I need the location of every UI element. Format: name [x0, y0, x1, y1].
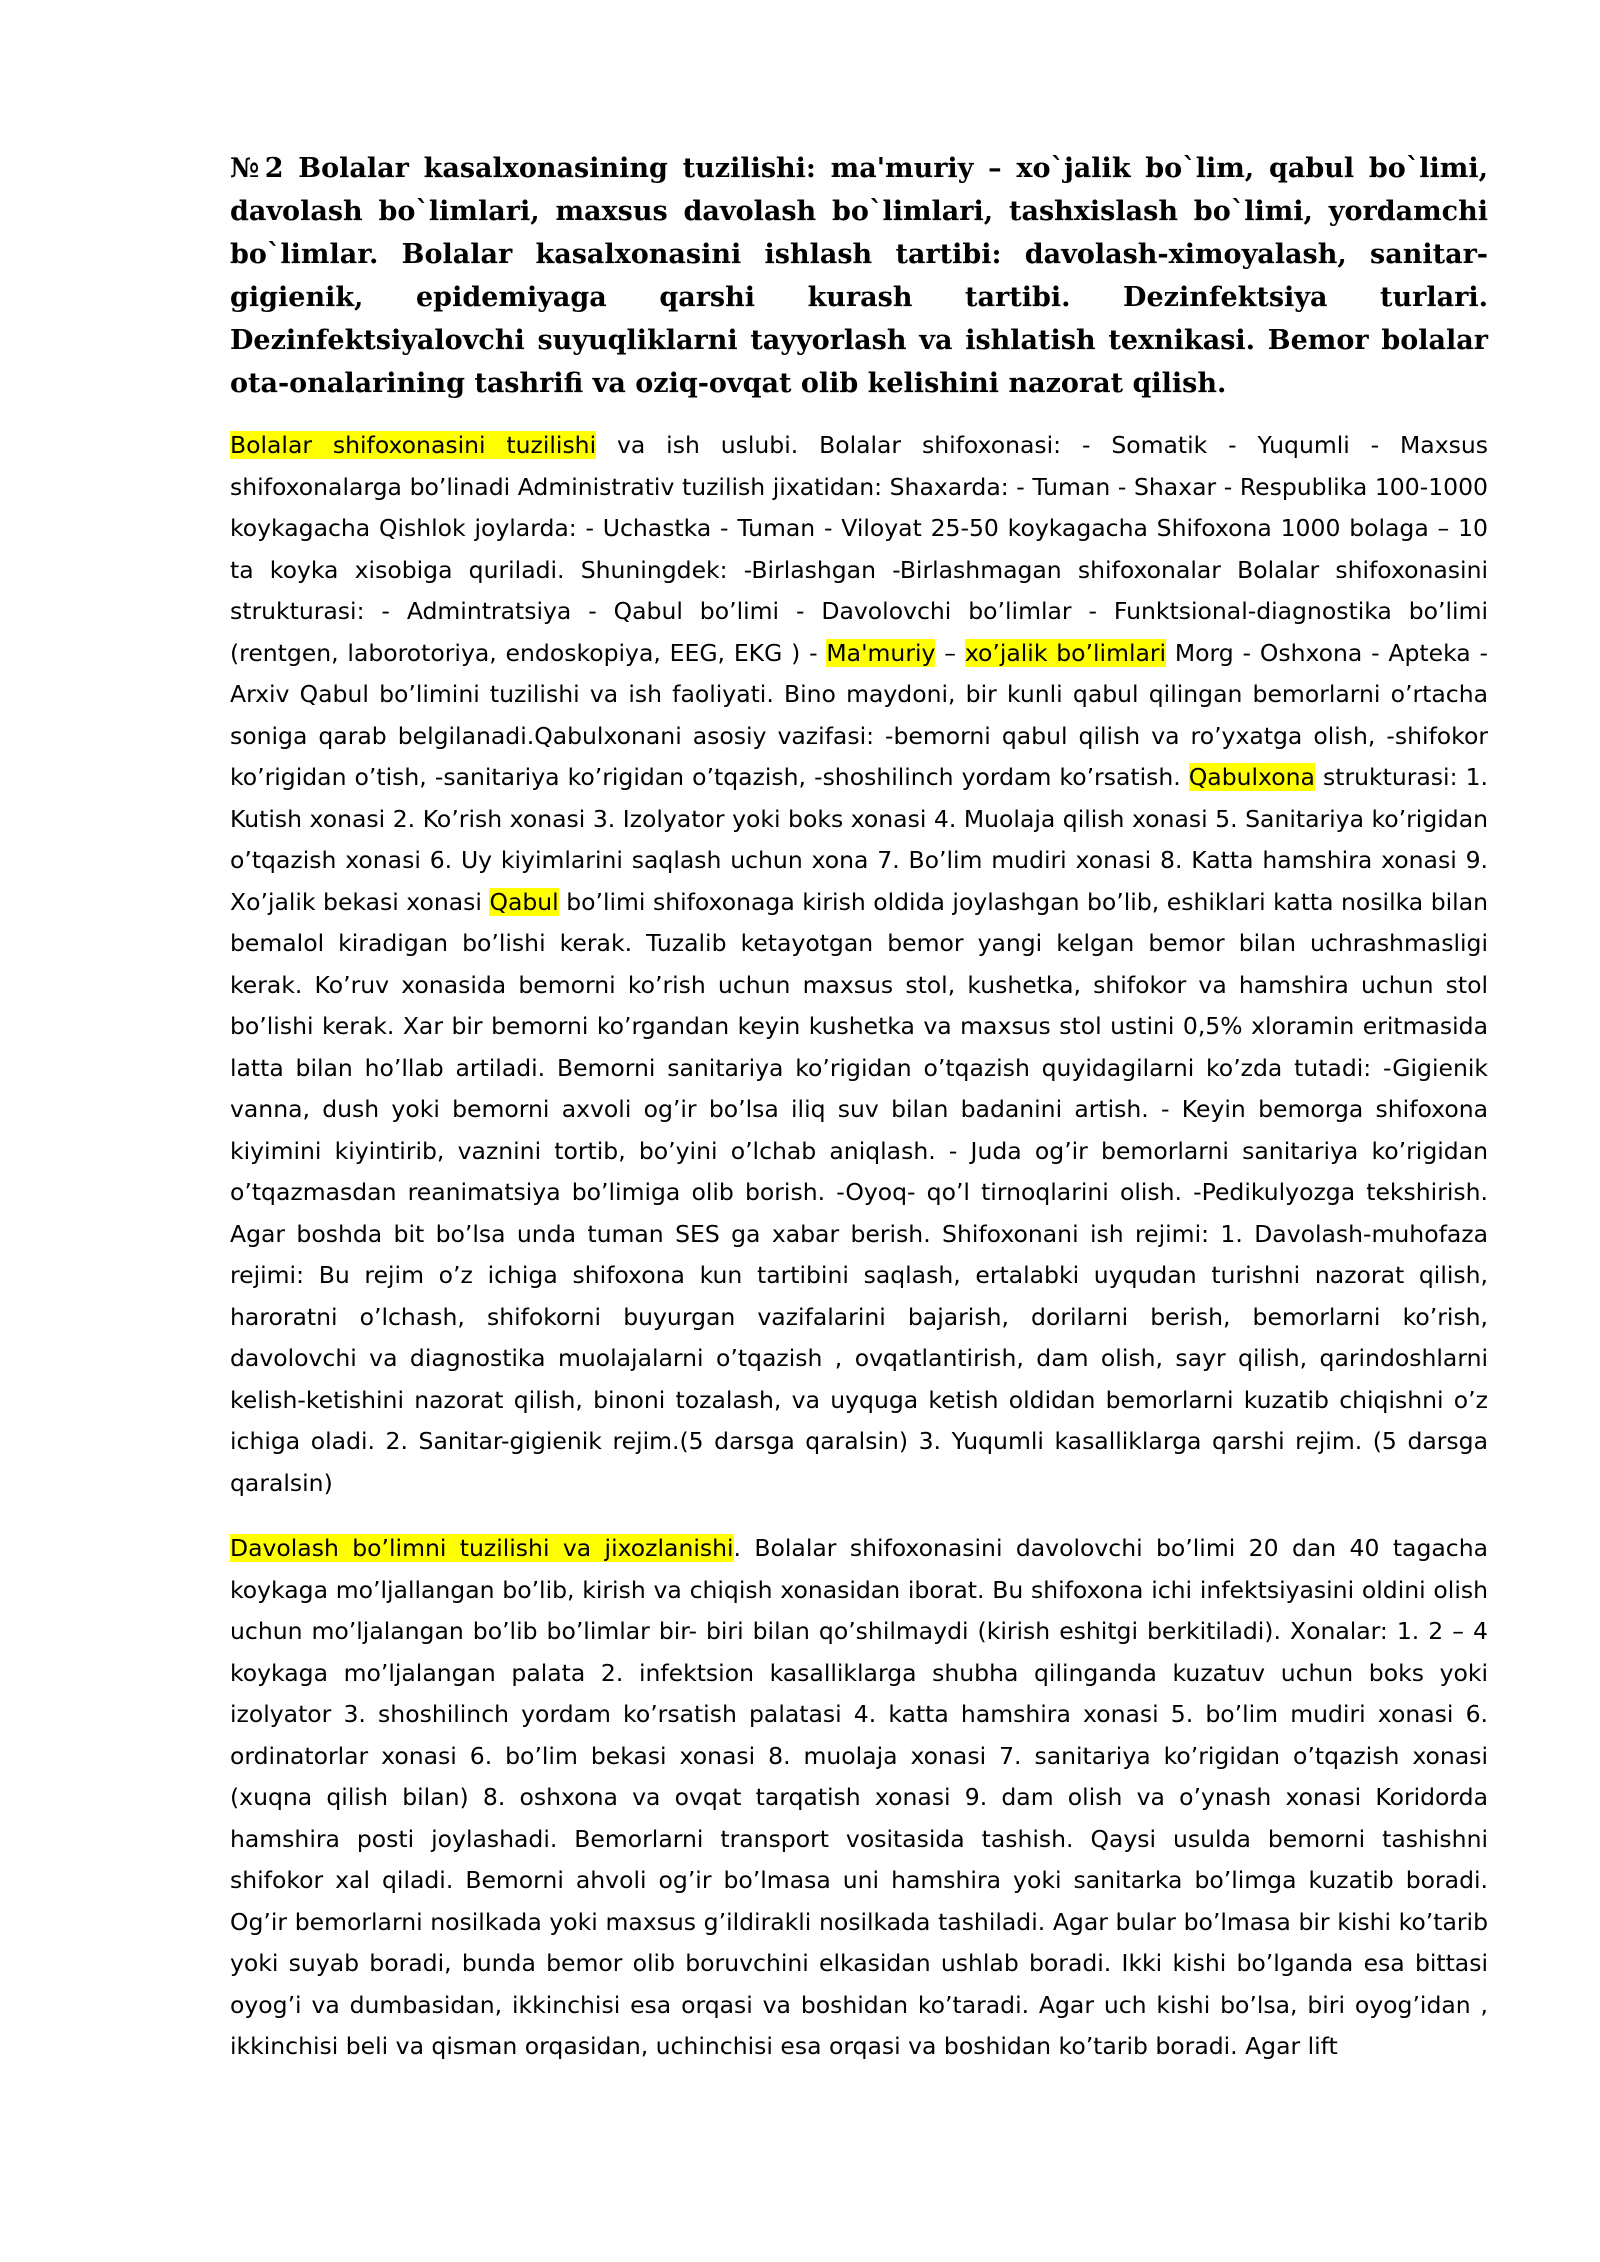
- paragraph-text: strukturasi: 1. Kutish xonasi 2. Ko’rish xonasi 3. Izolyator yoki boks xonasi 4. Muolaja qilish xonasi 5. Sanitariya ko’rigidan o’tqazish xonasi 6. Uy kiyimlarini saqlash uchun xona 7. Bo’lim mudiri xonasi 8. Katta hamshira xonasi 9. Xo’jalik bekasi xonasi: [230, 763, 1489, 916]
- paragraph-treatment-department: [230, 1528, 1488, 2068]
- highlighted-phrase: Davolash bo’limni tuzilishi va jixozlanishi: [230, 1534, 734, 1562]
- highlighted-phrase: Qabulxona: [1188, 763, 1315, 791]
- highlighted-phrase: xo’jalik bo’limlari: [964, 638, 1167, 667]
- paragraph-text: va ish uslubi. Bolalar shifoxonasi: - Somatik - Yuqumli - Maxsus shifoxonalarga bo’linadi Administrativ tuzilish jixatidan: Shaxarda: - Tuman - Shaxar - Respublika 100-1000 koykagacha Qishlok joylarda: - Uchastka - Tuman - Viloyat 25-50 koykagacha Shifoxona 1000 bolaga – 10 ta koyka xisobiga quriladi. Shuningdek: -Birlashgan -Birlashmagan shifoxonalar Bolalar shifoxonasini strukturasi: - Admintratsiya - Qabul bo’limi - Davolovchi bo’limlar - Funktsional-diagnostika bo’limi (rentgen, laborotoriya, endoskopiya, EEG, EKG ) -: [230, 431, 1488, 667]
- paragraph-text: bo’limi shifoxonaga kirish oldida joylashgan bo’lib, eshiklari katta nosilka bilan bemalol kiradigan bo’lishi kerak. Tuzalib ketayotgan bemor yangi kelgan bemor bilan uchrashmasligi kerak. Ko’ruv xonasida bemorni ko’rish uchun maxsus stol, kushetka, shifokor va hamshira uchun stol bo’lishi kerak. Xar bir bemorni ko’rgandan keyin kushetka va maxsus stol ustini 0,5% xloramin eritmasida latta bilan ho’llab artiladi. Bemorni sanitariya ko’rigidan o’tqazish quyidagilarni ko’zda tutadi: -Gigienik vanna, dush yoki bemorni axvoli og’ir bo’lsa iliq suv bilan badanini artish. - Keyin bemorga shifoxona kiyimini kiyintirib, vaznini tortib, bo’yini o’lchab aniqlash. - Juda og’ir bemorlarni sanitariya ko’rigidan o’tqazmasdan reanimatsiya bo’limiga olib borish. -Oyoq- qo’l tirnoqlarini olish. -Pedikulyozga tekshirish. Agar boshda bit bo’lsa unda tuman SES ga xabar berish. Shifoxonani ish rejimi: 1. Davolash-muhofaza rejimi: Bu rejim o’z ichiga shifoxona kun tartibini saqlash, ertalabki uyqudan turishni nazorat qilish, haroratni o’lchash, shifokorni buyurgan vazifalarini bajarish, dorilarni berish, bemorlarni ko’rish, davolovchi va diagnostika muolajalarni o’tqazish , ovqatlantirish, dam olish, sayr qilish, qarindoshlarni kelish-ketishini nazorat qilish, binoni tozalash, va uyquga ketish oldidan bemorlarni kuzatib chiqishni o’z ichiga oladi. 2. Sanitar-gigienik rejim.(5 darsga qaralsin) 3. Yuqumli kasalliklarga qarshi rejim. (5 darsga qaralsin): [230, 887, 1488, 1497]
- paragraph-hospital-structure: [230, 425, 1488, 1504]
- highlighted-phrase: Qabul: [489, 887, 559, 916]
- highlighted-phrase: Ma'muriy: [826, 638, 936, 667]
- document-title: №2 Bolalar kasalxonasining tuzilishi: ma'muriy – xo`jalik bo`lim, qabul bo`limi, davolash bo`limlari, maxsus davolash bo`limlari, tashxislash bo`limi, yordamchi bo`limlar. Bolalar kasalxonasini ishlash tartibi: davolash-ximoyalash, sanitar-gigienik, epidemiyaga qarshi kurash tartibi. Dezinfektsiya turlari. Dezinfektsiyalovchi suyuqliklarni tayyorlash va ishlatish texnikasi. Bemor bolalar ota-onalarining tashrifi va oziq-ovqat olib kelishini nazorat qilish.: [230, 153, 1488, 399]
- document-body: [230, 147, 1488, 2068]
- paragraph-text: –: [935, 638, 965, 667]
- highlighted-phrase: Bolalar shifoxonasini tuzilishi: [230, 431, 597, 459]
- paragraph-text: . Bolalar shifoxonasini davolovchi bo’limi 20 dan 40 tagacha koykaga mo’ljallangan bo’lib, kirish va chiqish xonasidan iborat. Bu shifoxona ichi infektsiyasini oldini olish uchun mo’ljalangan bo’lib bo’limlar bir- biri bilan qo’shilmaydi (kirish eshitgi berkitiladi). Xonalar: 1. 2 – 4 koykaga mo’ljalangan palata 2. infektsion kasalliklarga shubha qilinganda kuzatuv uchun boks yoki izolyator 3. shoshilinch yordam ko’rsatish palatasi 4. katta hamshira xonasi 5. bo’lim mudiri xonasi 6. ordinatorlar xonasi 6. bo’lim bekasi xonasi 8. muolaja xonasi 7. sanitariya ko’rigidan o’tqazish xonasi (xuqna qilish bilan) 8. oshxona va ovqat tarqatish xonasi 9. dam olish va o’ynash xonasi Koridorda hamshira posti joylashadi. Bemorlarni transport vositasida tashish. Qaysi usulda bemorni tashishni shifokor xal qiladi. Bemorni ahvoli og’ir bo’lmasa uni hamshira yoki sanitarka bo’limga kuzatib boradi. Og’ir bemorlarni nosilkada yoki maxsus g’ildirakli nosilkada tashiladi. Agar bular bo’lmasa bir kishi ko’tarib yoki suyab boradi, bunda bemor olib boruvchini elkasidan ushlab boradi. Ikki kishi bo’lganda esa bittasi oyog’i va dumbasidan, ikkinchisi esa orqasi va boshidan ko’taradi. Agar uch kishi bo’lsa, biri oyog’idan , ikkinchisi beli va qisman orqasidan, uchinchisi esa orqasi va boshidan ko’tarib boradi. Agar lift: [230, 1534, 1488, 2060]
- paragraph-text: Morg - Oshxona - Apteka - Arxiv Qabul bo’limini tuzilishi va ish faoliyati. Bino maydoni, bir kunli qabul qilingan bemorlarni o’rtacha soniga qarab belgilanadi.Qabulxonani asosiy vazifasi: -bemorni qabul qilish va ro’yxatga olish, -shifokor ko’rigidan o’tish, -sanitariya ko’rigidan o’tqazish, -shoshilinch yordam ko’rsatish.: [230, 638, 1488, 791]
